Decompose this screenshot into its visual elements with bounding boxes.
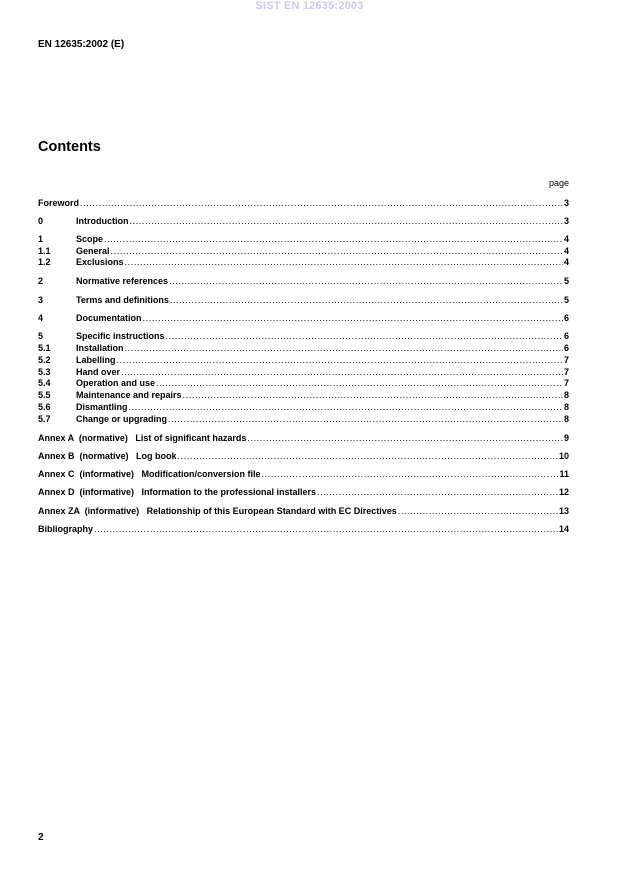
toc-entry-title: Maintenance and repairs [76,390,182,400]
toc-entry[interactable] [38,414,569,425]
toc-entry[interactable] [38,234,569,245]
dot-leader [398,506,558,517]
toc-entry-page: 7 [563,355,569,365]
toc-entry-title: Installation [76,343,124,353]
dot-leader [262,469,559,480]
dot-leader [125,257,563,268]
toc-entry[interactable] [38,355,569,366]
toc-entry-title: General [76,246,110,256]
dot-leader [168,414,563,425]
toc-entry-number: 4 [38,313,44,323]
toc-entry-title: Annex D (informative) Information to the professional installers [38,487,317,497]
toc-entry-page: 7 [563,367,569,377]
dot-leader [94,524,558,535]
page-column-label: page [548,178,569,188]
dot-leader [125,343,563,354]
toc-entry-title: Annex ZA (informative) Relationship of this European Standard with EC Directives [38,506,397,516]
toc-entry-number: 5.4 [38,378,51,388]
toc-entry[interactable] [38,451,569,462]
toc-entry-page: 7 [563,378,569,388]
contents-heading: Contents [38,139,101,155]
page-number: 2 [38,832,44,843]
toc-entry-title: Foreword [38,198,80,208]
watermark: SIST EN 12635:2003 [255,0,364,12]
toc-entry-title: Annex C (informative) Modification/conversion file [38,469,261,479]
toc-entry-title: Specific instructions [76,331,165,341]
dot-leader [143,313,563,324]
dot-leader [169,276,563,287]
toc-entry[interactable] [38,343,569,354]
toc-entry[interactable] [38,469,569,480]
toc-entry-title: Documentation [76,313,142,323]
toc-entry-number: 3 [38,295,44,305]
toc-entry[interactable] [38,433,569,444]
dot-leader [156,378,563,389]
toc-entry-title: Operation and use [76,378,156,388]
toc-entry[interactable] [38,276,569,287]
toc-entry-title: Change or upgrading [76,414,167,424]
toc-entry-page: 4 [563,234,569,244]
toc-entry[interactable] [38,246,569,257]
dot-leader [178,451,558,462]
dot-leader [130,216,563,227]
toc-entry-title: Introduction [76,216,129,226]
toc-entry-page: 8 [563,402,569,412]
toc-entry-title: Terms and definitions [76,295,169,305]
dot-leader [104,234,563,245]
toc-entry-number: 5 [38,331,44,341]
toc-entry-page: 3 [563,198,569,208]
dot-leader [121,367,563,378]
toc-entry-page: 6 [563,343,569,353]
toc-entry[interactable] [38,198,569,209]
toc-entry-number: 2 [38,276,44,286]
toc-entry[interactable] [38,216,569,227]
toc-entry-number: 5.3 [38,367,51,377]
dot-leader [80,198,563,209]
dot-leader [111,246,563,257]
dot-leader [183,390,563,401]
dot-leader [170,295,563,306]
toc-entry-page: 4 [563,257,569,267]
toc-entry[interactable] [38,402,569,413]
toc-entry-page: 6 [563,331,569,341]
toc-entry-page: 11 [559,469,569,479]
dot-leader [247,433,563,444]
toc-entry-title: Bibliography [38,524,94,534]
toc-entry-page: 5 [563,295,569,305]
toc-entry-title: Annex A (normative) List of significant hazards [38,433,247,443]
toc-entry-title: Labelling [76,355,116,365]
toc-entry-title: Dismantling [76,402,128,412]
dot-leader [166,331,563,342]
toc-entry[interactable] [38,295,569,306]
dot-leader [117,355,563,366]
toc-entry-number: 1.2 [38,257,51,267]
toc-entry-number: 5.5 [38,390,51,400]
toc-entry-page: 13 [558,506,569,516]
dot-leader [317,487,558,498]
toc-entry[interactable] [38,257,569,268]
toc-entry[interactable] [38,378,569,389]
toc-entry-title: Scope [76,234,104,244]
toc-entry[interactable] [38,506,569,517]
dot-leader [129,402,563,413]
toc-entry-page: 5 [563,276,569,286]
toc-entry-page: 3 [563,216,569,226]
toc-entry-number: 5.7 [38,414,51,424]
toc-entry-page: 4 [563,246,569,256]
toc-entry[interactable] [38,313,569,324]
toc-entry-title: Normative references [76,276,169,286]
toc-entry-title: Hand over [76,367,121,377]
toc-entry-title: Exclusions [76,257,124,267]
toc-entry-number: 0 [38,216,44,226]
toc-entry-page: 12 [558,487,569,497]
toc-entry[interactable] [38,331,569,342]
toc-entry[interactable] [38,524,569,535]
toc-entry-page: 10 [558,451,569,461]
toc-entry-page: 14 [558,524,569,534]
toc-entry-number: 5.1 [38,343,51,353]
document-id: EN 12635:2002 (E) [38,39,125,50]
toc-entry-number: 5.2 [38,355,51,365]
toc-entry[interactable] [38,367,569,378]
toc-entry-page: 9 [563,433,569,443]
toc-entry-number: 1.1 [38,246,51,256]
toc-entry-page: 6 [563,313,569,323]
toc-entry-page: 8 [563,414,569,424]
toc-entry-number: 1 [38,234,44,244]
toc-entry[interactable] [38,487,569,498]
toc-entry-page: 8 [563,390,569,400]
toc-entry[interactable] [38,390,569,401]
toc-entry-number: 5.6 [38,402,51,412]
toc-entry-title: Annex B (normative) Log book [38,451,177,461]
